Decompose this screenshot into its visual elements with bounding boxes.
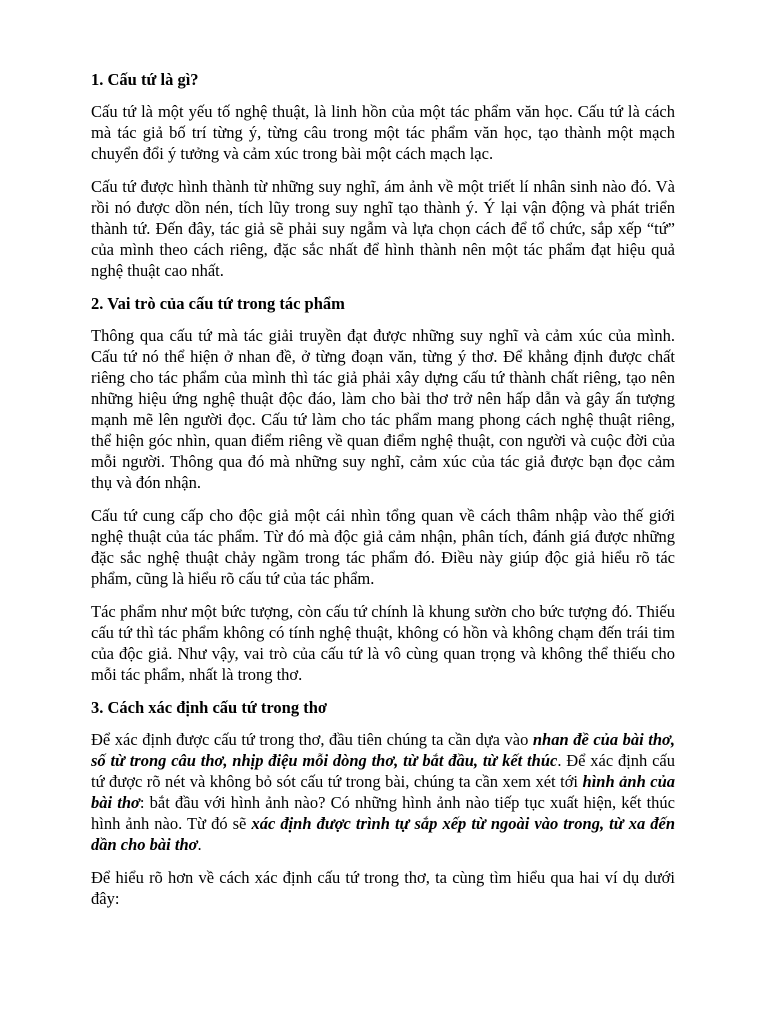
paragraph-formation: Cấu tứ được hình thành từ những suy nghĩ, ám ảnh về một triết lí nhân sinh nào đó. Và rồi nó được dồn nén, tích lũy trong suy nghĩ tạo thành ý. Ý lại vận động và phát triển thành tứ. Đến đây, tác giả sẽ phải suy ngẫm và lựa chọn cách để tổ chức, sắp xếp “tứ” của mình theo cách riêng, đặc sắc nhất để hình thành nên một tác phẩm đạt hiệu quả nghệ thuật cao nhất.	[91, 177, 675, 280]
method-emphasis-3: xác định được trình tự sắp xếp từ ngoài vào trong, từ xa đến dần cho bài thơ	[91, 814, 676, 854]
section-heading-1: 1. Cấu tứ là gì?	[91, 70, 199, 89]
section-heading-2: 2. Vai trò của cấu tứ trong tác phẩm	[91, 294, 345, 313]
section-heading-3: 3. Cách xác định cấu tứ trong thơ	[91, 698, 328, 717]
method-emphasis-2: hình ảnh của bài thơ	[91, 772, 675, 812]
paragraph-role-2: Cấu tứ cung cấp cho độc giả một cái nhìn tổng quan về cách thâm nhập vào thế giới nghệ thuật của tác phẩm. Từ đó mà độc giả cảm nhận, phân tích, đánh giá được những đặc sắc nghệ thuật chảy ngầm trong tác phẩm đó. Điều này giúp độc giả hiểu rõ tác phẩm, cũng là hiểu rõ cấu tứ của tác phẩm.	[91, 506, 675, 588]
paragraph-role-1: Thông qua cấu tứ mà tác giải truyền đạt được những suy nghĩ và cảm xúc của mình. Cấu tứ nó thể hiện ở nhan đề, ở từng đoạn văn, từng ý thơ. Để khẳng định được chất riêng cho tác phẩm của mình thì tác giả phải xây dựng cấu tứ thành chất riêng, tạo nên những hiệu ứng nghệ thuật độc đáo, làm cho bài thơ trở nên hấp dẫn và gây ấn tượng mạnh mẽ lên người đọc. Cấu tứ làm cho tác phẩm mang phong cách nghệ thuật riêng, thể hiện góc nhìn, quan điểm riêng về quan điểm nghệ thuật, con người và cuộc đời của mỗi người. Thông qua đó mà những suy nghĩ, cảm xúc của tác giả được bạn đọc cảm thụ và đón nhận.	[91, 326, 675, 492]
method-text-4: .	[197, 835, 202, 854]
paragraph-method	[91, 729, 675, 855]
method-text-3: : bắt đầu với hình ảnh nào? Có những hình ảnh nào tiếp tục xuất hiện, kết thúc hình ảnh nào. Từ đó sẽ	[91, 793, 676, 833]
paragraph-definition: Cấu tứ là một yếu tố nghệ thuật, là linh hồn của một tác phẩm văn học. Cấu tứ là cách mà tác giả bố trí từng ý, từng câu trong một tác phẩm văn học, tạo thành một mạch chuyển đổi ý tưởng và cảm xúc trong bài một cách mạch lạc.	[91, 102, 675, 163]
method-text-2: . Để xác định cấu tứ được rõ nét và không bỏ sót cấu tứ trong bài, chúng ta cần xem xét tới	[91, 751, 675, 791]
method-emphasis-1: nhan đề của bài thơ, số từ trong câu thơ, nhịp điệu mỗi dòng thơ, từ bắt đầu, từ kết thúc	[91, 730, 675, 770]
paragraph-closing: Để hiểu rõ hơn về cách xác định cấu tứ trong thơ, ta cùng tìm hiểu qua hai ví dụ dưới đây:	[91, 868, 675, 908]
method-text-1: Để xác định được cấu tứ trong thơ, đầu tiên chúng ta cần dựa vào	[91, 730, 533, 749]
paragraph-role-3: Tác phẩm như một bức tượng, còn cấu tứ chính là khung sườn cho bức tượng đó. Thiếu cấu tứ thì tác phẩm không có tính nghệ thuật, không có hồn và không chạm đến trái tim của độc giả. Như vậy, vai trò của cấu tứ là vô cùng quan trọng và không thể thiếu cho mỗi tác phẩm, nhất là trong thơ.	[91, 602, 675, 684]
